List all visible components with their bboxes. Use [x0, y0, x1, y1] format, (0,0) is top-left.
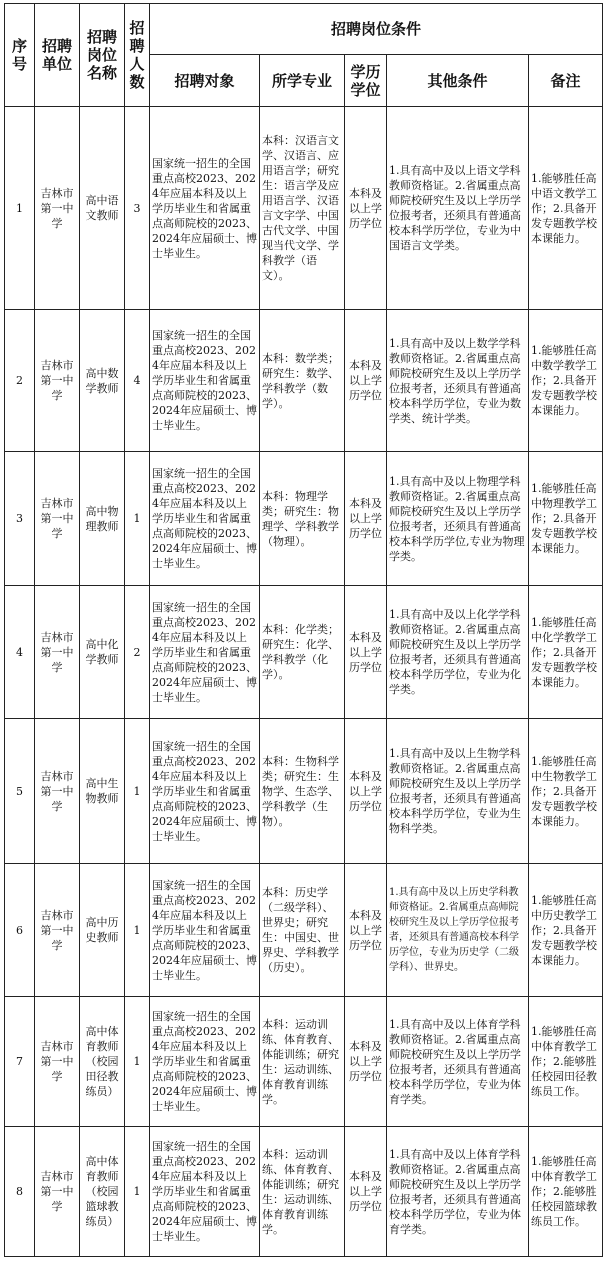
cell-unit: 吉林市第一中学	[35, 586, 80, 719]
cell-seq: 2	[5, 310, 35, 452]
cell-target: 国家统一招生的全国重点高校2023、2024年应届本科及以上学历毕业生和省属重点高师院校的2023、2024年应届硕士、博士毕业生。	[150, 864, 260, 997]
cell-major: 本科：运动训练、体育教育、体能训练；研究生：运动训练、体育教育训练学。	[260, 997, 345, 1127]
cell-target: 国家统一招生的全国重点高校2023、2024年应届本科及以上学历毕业生和省属重点高师院校的2023、2024年应届硕士、博士毕业生。	[150, 719, 260, 864]
cell-major: 本科：汉语言文学、汉语言、应用语言学；研究生：语言学及应用语言学、汉语言文字学、中国古代文学、中国现当代文学、学科教学（语文）。	[260, 107, 345, 310]
cell-post: 高中体育教师（校园田径教练员）	[80, 997, 125, 1127]
header-degree: 学历学位	[345, 55, 387, 107]
cell-count: 1	[125, 1127, 150, 1257]
header-target: 招聘对象	[150, 55, 260, 107]
cell-remark: 1.能够胜任高中化学教学工作；2.具备开发专题教学校本课能力。	[529, 586, 603, 719]
header-seq: 序号	[5, 4, 35, 107]
cell-other: 1.具有高中及以上物理学科教师资格证。2.省属重点高师院校研究生及以上学历学位报考者，还须具有普通高校本科学历学位,专业为物理学类。	[387, 452, 529, 586]
table-row	[5, 586, 603, 719]
cell-degree: 本科及以上学历学位	[345, 719, 387, 864]
cell-remark: 1.能够胜任高中物理教学工作；2.具备开发专题教学校本课能力。	[529, 452, 603, 586]
cell-degree: 本科及以上学历学位	[345, 1127, 387, 1257]
cell-seq: 5	[5, 719, 35, 864]
cell-post: 高中语文教师	[80, 107, 125, 310]
cell-post: 高中化学教师	[80, 586, 125, 719]
cell-target: 国家统一招生的全国重点高校2023、2024年应届本科及以上学历毕业生和省属重点高师院校的2023、2024年应届硕士、博士毕业生。	[150, 452, 260, 586]
cell-unit: 吉林市第一中学	[35, 107, 80, 310]
cell-post: 高中体育教师（校园篮球教练员）	[80, 1127, 125, 1257]
cell-post: 高中生物教师	[80, 719, 125, 864]
cell-major: 本科：历史学（二级学科）、世界史；研究生：中国史、世界史、学科教学（历史）。	[260, 864, 345, 997]
cell-other: 1.具有高中及以上体育学科教师资格证。2.省属重点高师院校研究生及以上学历学位报考者，还须具有普通高校本科学历学位，专业为体育学类。	[387, 997, 529, 1127]
cell-other: 1.具有高中及以上历史学科教师资格证。2.省属重点高师院校研究生及以上学历学位报考者，还须具有普通高校本科学历学位，专业为历史学（二级学科）、世界史。	[387, 864, 529, 997]
cell-degree: 本科及以上学历学位	[345, 452, 387, 586]
cell-target: 国家统一招生的全国重点高校2023、2024年应届本科及以上学历毕业生和省属重点高师院校的2023、2024年应届硕士、博士毕业生。	[150, 107, 260, 310]
cell-count: 4	[125, 310, 150, 452]
cell-count: 3	[125, 107, 150, 310]
cell-remark: 1.能够胜任高中语文教学工作；2.具备开发专题教学校本课能力。	[529, 107, 603, 310]
cell-target: 国家统一招生的全国重点高校2023、2024年应届本科及以上学历毕业生和省属重点高师院校的2023、2024年应届硕士、博士毕业生。	[150, 310, 260, 452]
table-row	[5, 310, 603, 452]
cell-seq: 7	[5, 997, 35, 1127]
cell-other: 1.具有高中及以上体育学科教师资格证。2.省属重点高师院校研究生及以上学历学位报考者，还须具有普通高校本科学历学位，专业为体育学类。	[387, 1127, 529, 1257]
header-other: 其他条件	[387, 55, 529, 107]
cell-unit: 吉林市第一中学	[35, 452, 80, 586]
table-row	[5, 864, 603, 997]
cell-other: 1.具有高中及以上生物学科教师资格证。2.省属重点高师院校研究生及以上学历学位报考者，还须具有普通高校本科学历学位，专业为生物科学类。	[387, 719, 529, 864]
cell-degree: 本科及以上学历学位	[345, 107, 387, 310]
cell-major: 本科：化学类；研究生：化学、学科教学（化学）。	[260, 586, 345, 719]
cell-remark: 1.能够胜任高中生物教学工作；2.具备开发专题教学校本课能力。	[529, 719, 603, 864]
cell-degree: 本科及以上学历学位	[345, 864, 387, 997]
cell-count: 1	[125, 997, 150, 1127]
cell-count: 1	[125, 719, 150, 864]
table-row	[5, 997, 603, 1127]
cell-other: 1.具有高中及以上语文学科教师资格证。2.省属重点高师院校研究生及以上学历学位报考者，还须具有普通高校本科学历学位，专业为中国语言文学类。	[387, 107, 529, 310]
header-major: 所学专业	[260, 55, 345, 107]
recruitment-table	[4, 3, 603, 1257]
cell-degree: 本科及以上学历学位	[345, 310, 387, 452]
cell-unit: 吉林市第一中学	[35, 997, 80, 1127]
cell-major: 本科：生物科学类；研究生：生物学、生态学、学科教学（生物）。	[260, 719, 345, 864]
cell-remark: 1.能够胜任高中历史教学工作；2.具备开发专题教学校本课能力。	[529, 864, 603, 997]
cell-other: 1.具有高中及以上化学学科教师资格证。2.省属重点高师院校研究生及以上学历学位报考者，还须具有普通高校本科学历学位，专业为化学类。	[387, 586, 529, 719]
cell-major: 本科：运动训练、体育教育、体能训练；研究生：运动训练、体育教育训练学。	[260, 1127, 345, 1257]
cell-target: 国家统一招生的全国重点高校2023、2024年应届本科及以上学历毕业生和省属重点高师院校的2023、2024年应届硕士、博士毕业生。	[150, 586, 260, 719]
cell-unit: 吉林市第一中学	[35, 1127, 80, 1257]
cell-count: 1	[125, 452, 150, 586]
cell-degree: 本科及以上学历学位	[345, 997, 387, 1127]
table-row	[5, 719, 603, 864]
cell-seq: 3	[5, 452, 35, 586]
cell-major: 本科：数学类；研究生：数学、学科教学（数学）。	[260, 310, 345, 452]
cell-count: 2	[125, 586, 150, 719]
cell-major: 本科：物理学类；研究生：物理学、学科教学（物理）。	[260, 452, 345, 586]
header-conditions: 招聘岗位条件	[150, 4, 603, 55]
cell-unit: 吉林市第一中学	[35, 310, 80, 452]
table-row	[5, 107, 603, 310]
cell-remark: 1.能够胜任高中体育教学工作；2.能够胜任校园篮球教练员工作。	[529, 1127, 603, 1257]
cell-target: 国家统一招生的全国重点高校2023、2024年应届本科及以上学历毕业生和省属重点高师院校的2023、2024年应届硕士、博士毕业生。	[150, 997, 260, 1127]
cell-degree: 本科及以上学历学位	[345, 586, 387, 719]
cell-unit: 吉林市第一中学	[35, 719, 80, 864]
header-unit: 招聘单位	[35, 4, 80, 107]
cell-post: 高中历史教师	[80, 864, 125, 997]
table-row	[5, 1127, 603, 1257]
cell-remark: 1.能够胜任高中体育教学工作；2.能够胜任校园田径教练员工作。	[529, 997, 603, 1127]
cell-seq: 8	[5, 1127, 35, 1257]
cell-remark: 1.能够胜任高中数学教学工作；2.具备开发专题教学校本课能力。	[529, 310, 603, 452]
cell-seq: 4	[5, 586, 35, 719]
header-remark: 备注	[529, 55, 603, 107]
cell-seq: 1	[5, 107, 35, 310]
cell-other: 1.具有高中及以上数学学科教师资格证。2.省属重点高师院校研究生及以上学历学位报考者，还须具有普通高校本科学历学位，专业为数学类、统计学类。	[387, 310, 529, 452]
cell-post: 高中物理教师	[80, 452, 125, 586]
header-count: 招聘人数	[125, 4, 150, 107]
cell-post: 高中数学教师	[80, 310, 125, 452]
header-row-top	[5, 4, 603, 55]
cell-seq: 6	[5, 864, 35, 997]
table-row	[5, 452, 603, 586]
cell-unit: 吉林市第一中学	[35, 864, 80, 997]
cell-target: 国家统一招生的全国重点高校2023、2024年应届本科及以上学历毕业生和省属重点高师院校的2023、2024年应届硕士、博士毕业生。	[150, 1127, 260, 1257]
header-post: 招聘岗位名称	[80, 4, 125, 107]
cell-count: 1	[125, 864, 150, 997]
